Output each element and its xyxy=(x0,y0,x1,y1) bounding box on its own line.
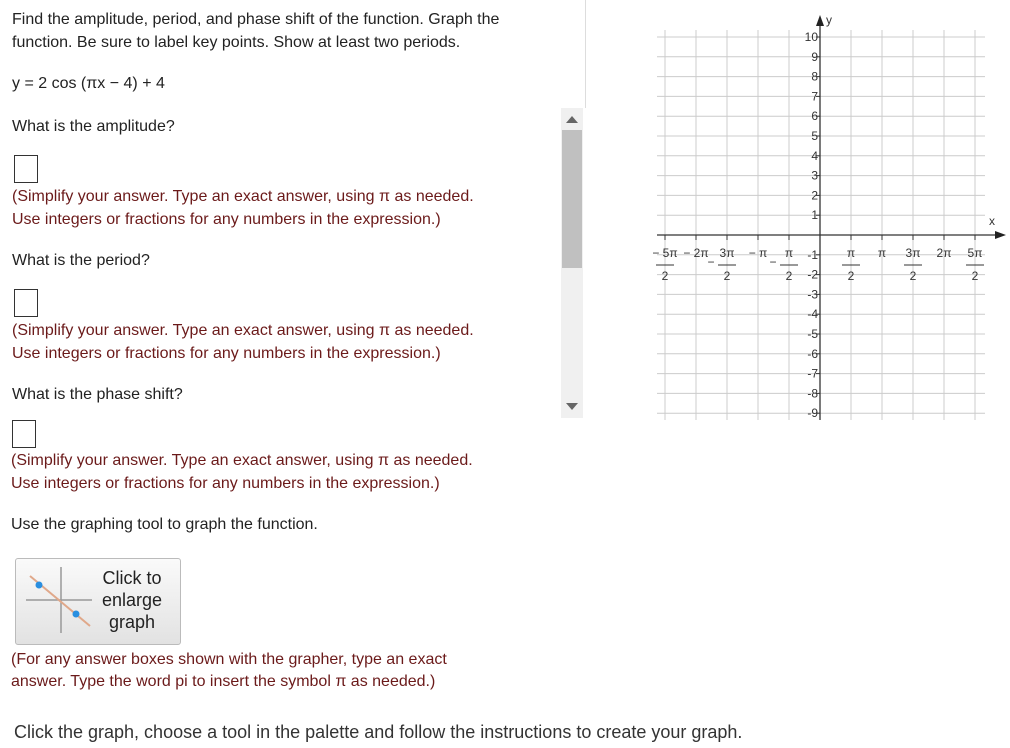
y-tick-label: -7 xyxy=(807,366,818,381)
x-tick-denominator: 2 xyxy=(847,269,855,283)
grapher-note-2: answer. Type the word pi to insert the symbol π as needed.) xyxy=(11,673,436,690)
y-tick-label: -9 xyxy=(807,406,818,421)
y-tick-label: -8 xyxy=(807,386,818,401)
enlarge-label-3: graph xyxy=(108,612,156,632)
y-tick-label: -1 xyxy=(807,247,818,262)
amplitude-hint-1: (Simplify your answer. Type an exact answer, using π as needed. xyxy=(12,188,474,205)
x-tick-numerator: 5π xyxy=(967,246,983,260)
grapher-note-1: (For any answer boxes shown with the grapher, type an exact xyxy=(11,651,447,668)
y-tick-label: 10 xyxy=(804,30,818,44)
x-tick-numerator: π xyxy=(846,246,856,260)
phase-shift-prompt: What is the phase shift? xyxy=(12,386,183,403)
graph-instruction: Use the graphing tool to graph the function. xyxy=(11,516,318,533)
x-tick-numerator: π xyxy=(877,246,887,260)
amplitude-prompt: What is the amplitude? xyxy=(12,118,175,135)
y-tick-label: 4 xyxy=(811,148,818,163)
y-tick-label: -5 xyxy=(807,327,818,341)
y-tick-label: -4 xyxy=(807,307,818,322)
phase-shift-hint-1: (Simplify your answer. Type an exact answer, using π as needed. xyxy=(11,452,473,469)
coordinate-graph[interactable] xyxy=(640,0,1010,430)
graph-thumbnail-icon xyxy=(16,559,96,644)
x-tick-numerator: − 2π xyxy=(683,246,709,260)
scroll-thumb[interactable] xyxy=(562,130,582,268)
period-hint-1: (Simplify your answer. Type an exact answer, using π as needed. xyxy=(12,322,474,339)
equation: y = 2 cos (πx − 4) + 4 xyxy=(12,75,165,92)
y-tick-label: -2 xyxy=(807,267,818,282)
x-tick-minus: − xyxy=(707,255,715,269)
panel-divider xyxy=(585,0,586,108)
x-tick-numerator: − π xyxy=(748,246,768,260)
y-tick-label: 7 xyxy=(811,89,818,104)
phase-shift-hint-2: Use integers or fractions for any numbers in the expression.) xyxy=(11,475,440,492)
y-tick-label: 1 xyxy=(811,208,818,223)
y-tick-label: 6 xyxy=(811,109,818,124)
period-prompt: What is the period? xyxy=(12,252,150,269)
y-tick-label: 9 xyxy=(811,49,818,64)
question-line-1: Find the amplitude, period, and phase shift of the function. Graph the xyxy=(12,11,500,28)
period-answer-box[interactable] xyxy=(14,289,38,317)
scroll-up-arrow[interactable] xyxy=(566,116,578,123)
x-tick-denominator: 2 xyxy=(909,269,917,283)
x-tick-numerator: 3π xyxy=(719,246,735,260)
x-tick-denominator: 2 xyxy=(785,269,793,283)
scroll-down-arrow[interactable] xyxy=(566,403,578,410)
question-line-2: function. Be sure to label key points. Show at least two periods. xyxy=(12,34,461,51)
y-axis-label: y xyxy=(826,13,832,27)
enlarge-label-2: enlarge xyxy=(101,590,163,610)
x-tick-numerator: − 5π xyxy=(652,246,678,260)
x-tick-numerator: 3π xyxy=(905,246,921,260)
scrollbar[interactable] xyxy=(561,108,583,418)
x-tick-minus: − xyxy=(769,255,777,269)
y-tick-label: 5 xyxy=(811,129,818,143)
enlarge-graph-button[interactable] xyxy=(15,558,181,645)
y-tick-label: 8 xyxy=(811,69,818,84)
x-axis-arrow-icon xyxy=(995,231,1006,239)
y-tick-label: 2 xyxy=(811,188,818,203)
amplitude-answer-box[interactable] xyxy=(14,155,38,183)
x-tick-denominator: 2 xyxy=(661,269,669,283)
y-tick-label: -6 xyxy=(807,346,818,361)
y-tick-label: 3 xyxy=(811,168,818,183)
y-tick-label: -3 xyxy=(807,287,818,302)
x-tick-numerator: π xyxy=(784,246,794,260)
footer-instruction: Click the graph, choose a tool in the palette and follow the instructions to create your graph. xyxy=(14,722,743,742)
x-axis-label: x xyxy=(989,214,995,228)
enlarge-label-1: Click to xyxy=(102,568,162,588)
y-axis-arrow-icon xyxy=(816,15,824,26)
x-tick-denominator: 2 xyxy=(723,269,731,283)
period-hint-2: Use integers or fractions for any numbers in the expression.) xyxy=(12,345,441,362)
x-tick-numerator: 2π xyxy=(936,246,952,260)
x-tick-denominator: 2 xyxy=(971,269,979,283)
phase-shift-answer-box[interactable] xyxy=(12,420,36,448)
amplitude-hint-2: Use integers or fractions for any numbers in the expression.) xyxy=(12,211,441,228)
